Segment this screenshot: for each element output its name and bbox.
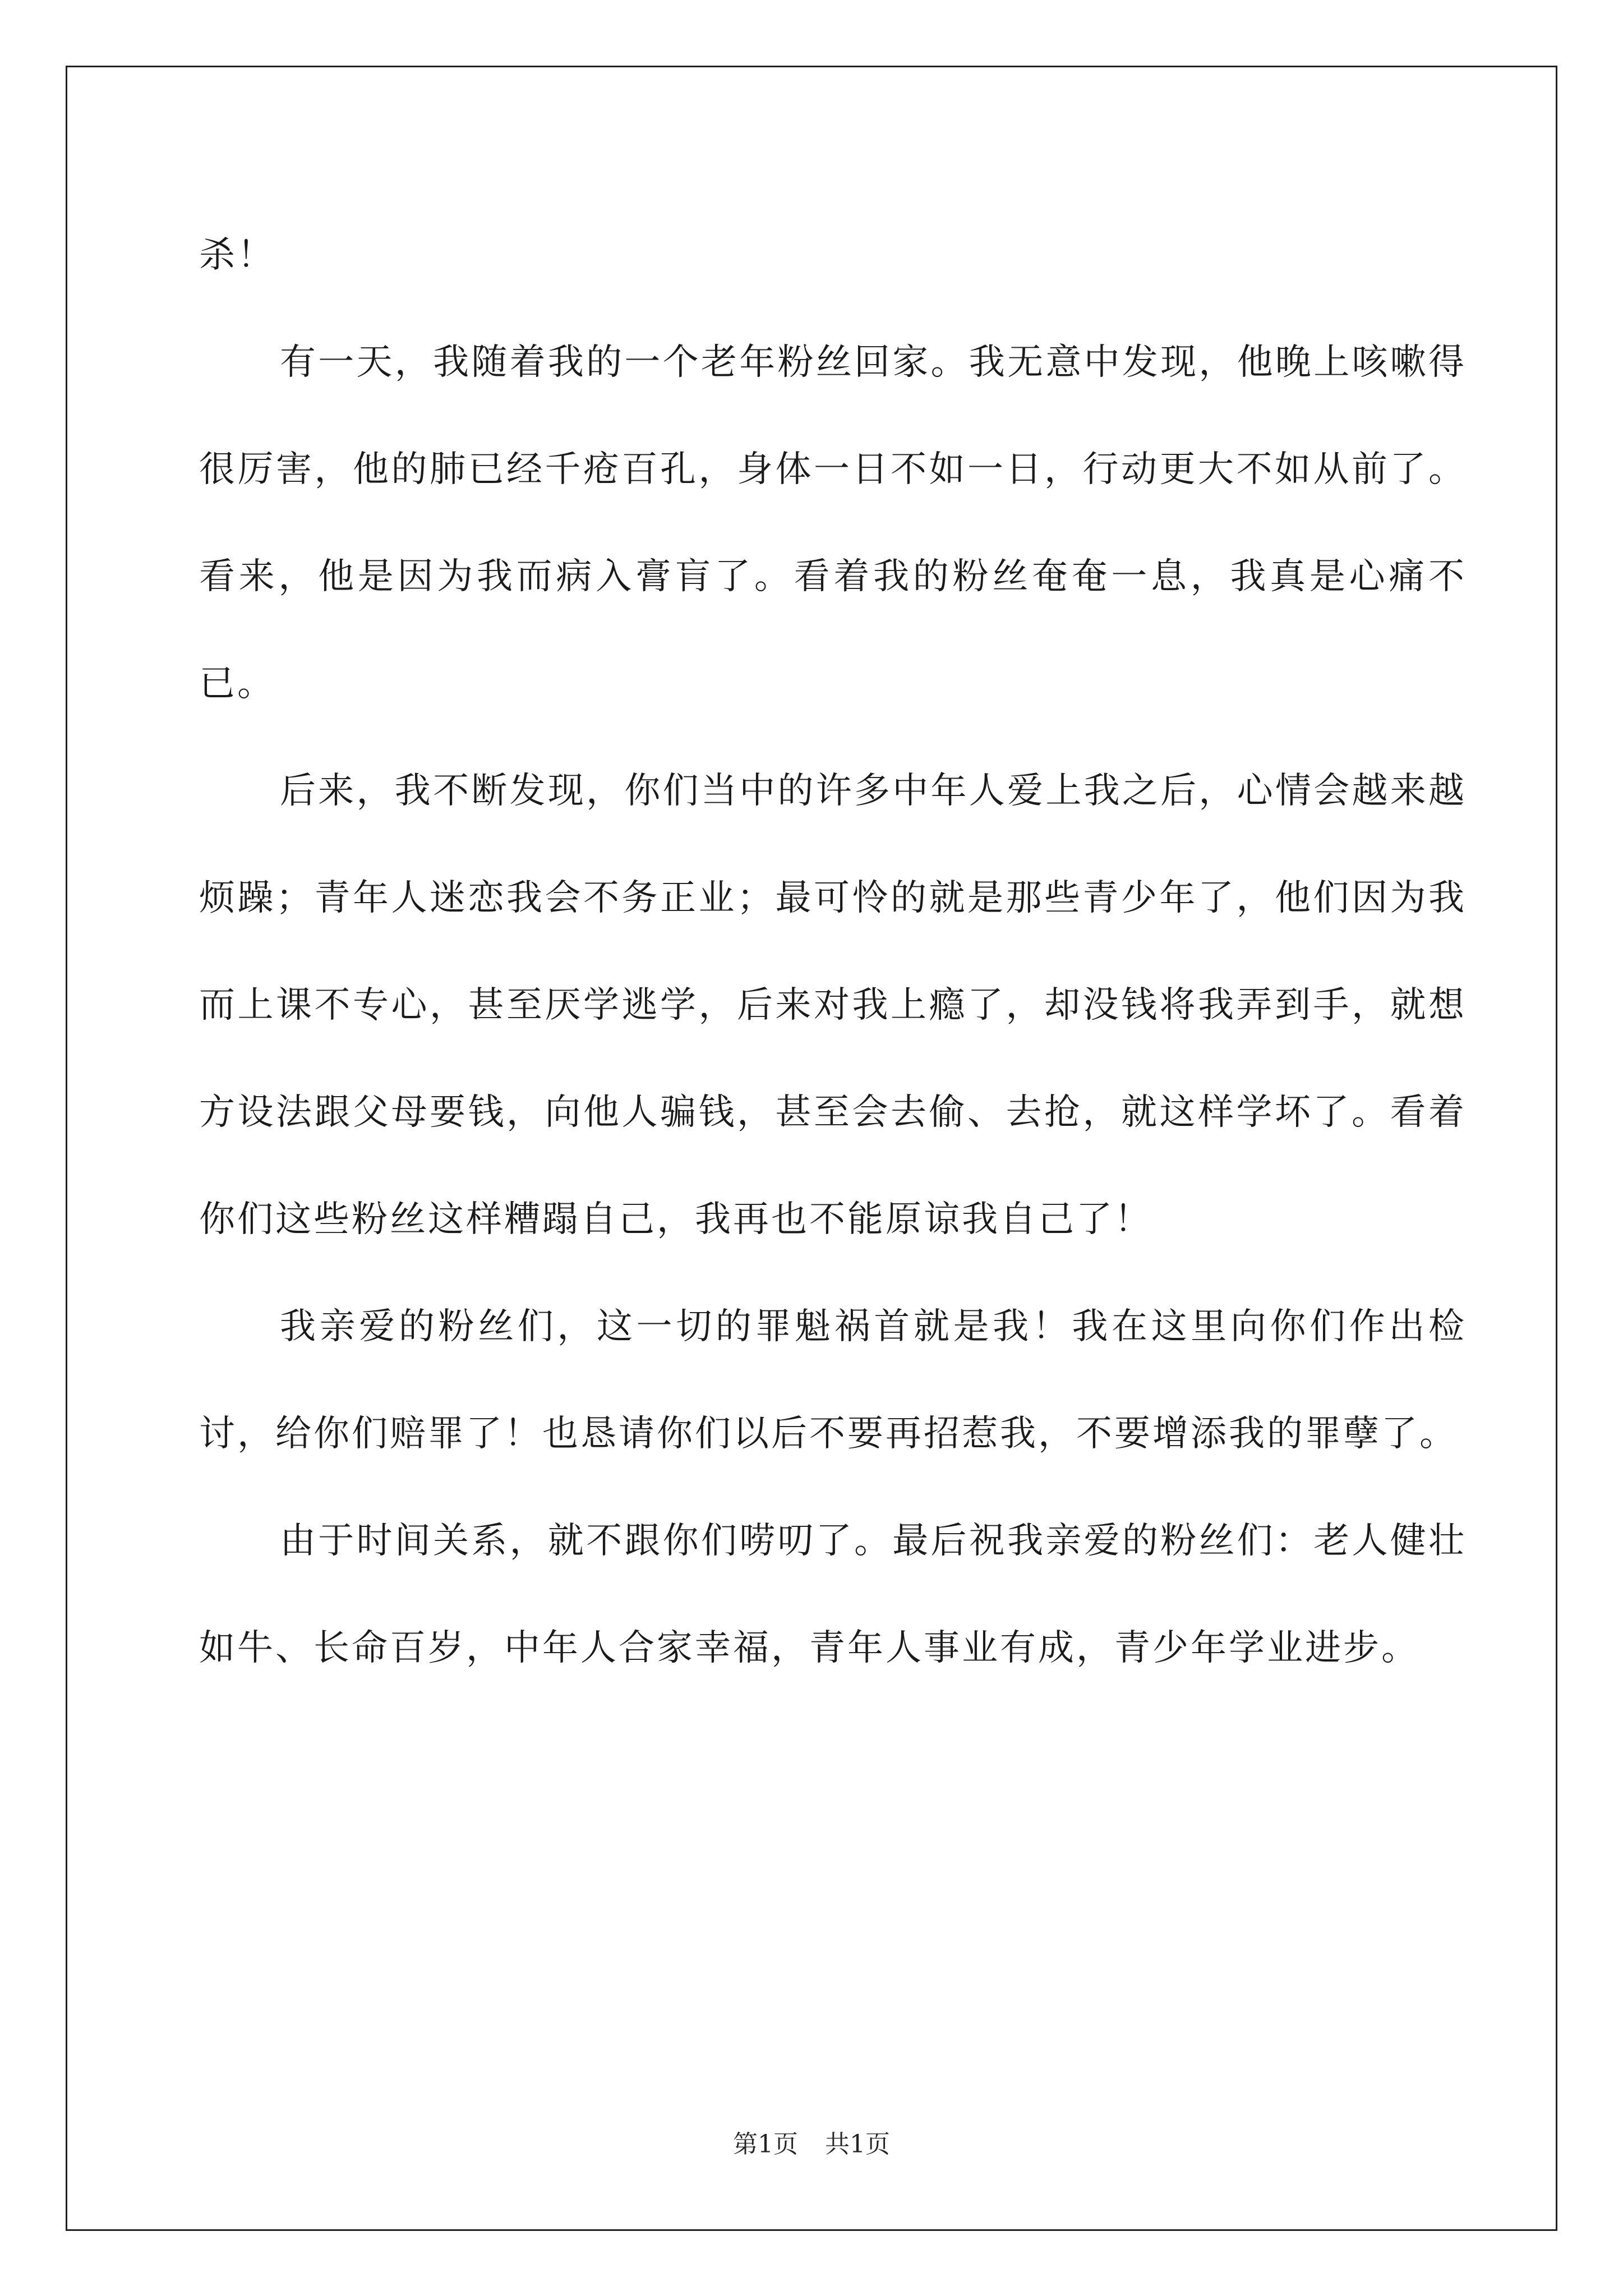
paragraph-1: 杀！ bbox=[199, 234, 275, 276]
paragraph-4: 我亲爱的粉丝们，这一切的罪魁祸首就是我！我在这里向你们作出检讨，给你们赔罪了！也恳请你们以后不要再招惹我，不要增添我的罪孽了。 bbox=[199, 1306, 1467, 1455]
page-number: 第1页 bbox=[733, 2130, 798, 2159]
page-total: 共1页 bbox=[825, 2130, 890, 2159]
document-body bbox=[199, 202, 1467, 1702]
page-footer bbox=[0, 2129, 1623, 2160]
paragraph-5: 由于时间关系，就不跟你们唠叨了。最后祝我亲爱的粉丝们：老人健壮如牛、长命百岁，中年人合家幸福，青年人事业有成，青少年学业进步。 bbox=[199, 1520, 1467, 1669]
paragraph-3: 后来，我不断发现，你们当中的许多中年人爱上我之后，心情会越来越烦躁；青年人迷恋我会不务正业；最可怜的就是那些青少年了，他们因为我而上课不专心，甚至厌学逃学，后来对我上瘾了，却没钱将我弄到手，就想方设法跟父母要钱，向他人骗钱，甚至会去偷、去抢，就这样学坏了。看着你们这些粉丝这样糟蹋自己，我再也不能原谅我自己了！ bbox=[199, 770, 1467, 1240]
paragraph-2: 有一天，我随着我的一个老年粉丝回家。我无意中发现，他晚上咳嗽得很厉害，他的肺已经千疮百孔，身体一日不如一日，行动更大不如从前了。看来，他是因为我而病入膏肓了。看着我的粉丝奄奄一息，我真是心痛不已。 bbox=[199, 342, 1467, 705]
